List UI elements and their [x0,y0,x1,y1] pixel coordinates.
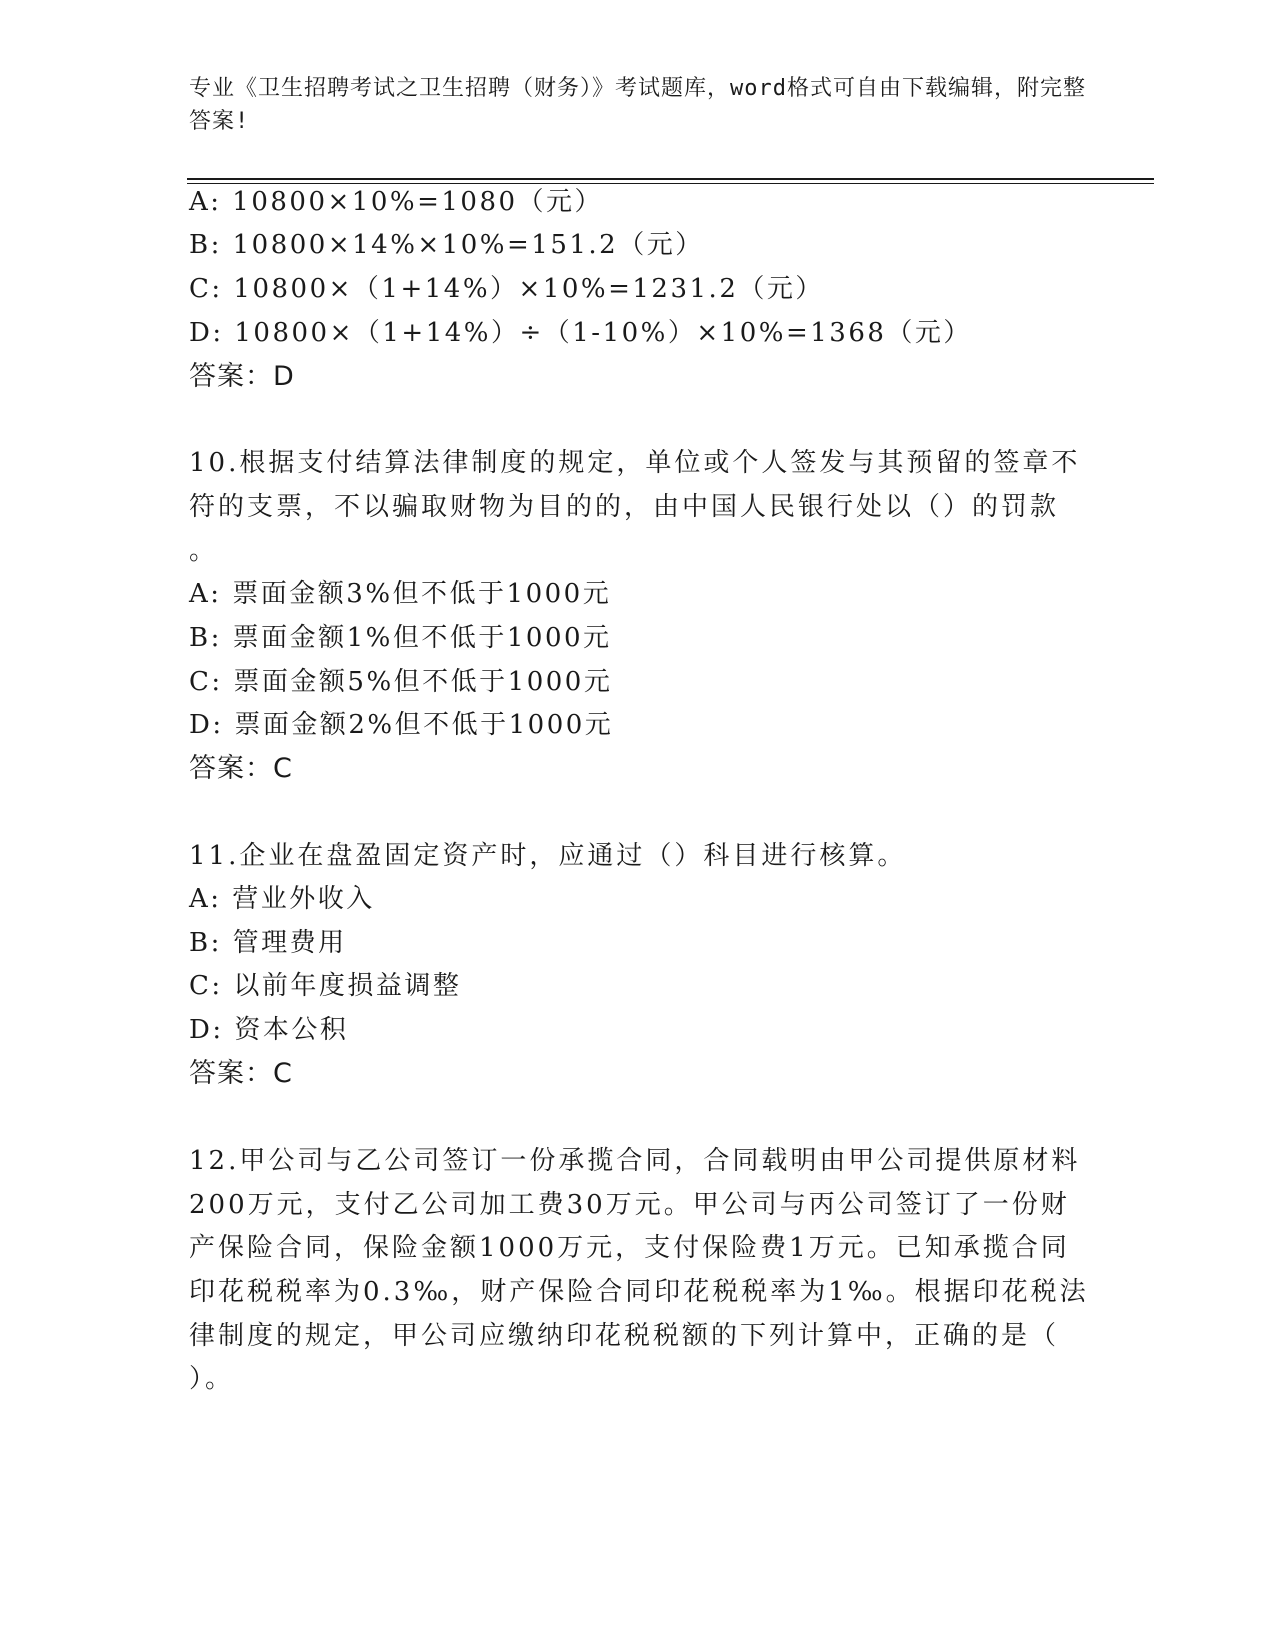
q11-option-b: B: 管理费用 [189,928,347,958]
q10-option-a: A: 票面金额3%但不低于1000元 [189,579,612,609]
q10-option-c: C: 票面金额5%但不低于1000元 [189,667,613,697]
q11-option-d: D: 资本公积 [189,1015,349,1045]
q10-text-line-3: 。 [189,536,219,566]
q12-text-line-5: 律制度的规定，甲公司应缴纳印花税税额的下列计算中，正确的是（ [189,1321,1060,1351]
q10-answer: 答案：C [189,753,293,784]
q10-option-b: B: 票面金额1%但不低于1000元 [189,623,612,653]
q9-option-b: B: 10800×14%×10%=151.2（元） [189,230,704,260]
q10-text-line-1: 10.根据支付结算法律制度的规定，单位或个人签发与其预留的签章不 [189,448,1081,478]
q12-text-line-2: 200万元，支付乙公司加工费30万元。甲公司与丙公司签订了一份财 [189,1190,1070,1220]
q12-text-line-1: 12.甲公司与乙公司签订一份承揽合同，合同载明由甲公司提供原材料 [189,1146,1081,1176]
q11-option-a: A: 营业外收入 [189,884,375,914]
q11-text-line-1: 11.企业在盘盈固定资产时，应通过（）科目进行核算。 [189,841,907,871]
q12-text-line-6: ）。 [189,1364,235,1394]
q9-option-a: A: 10800×10%=1080（元） [189,187,604,217]
q12-text-line-3: 产保险合同，保险金额1000万元，支付保险费1万元。已知承揽合同 [189,1233,1070,1263]
q10-text-line-2: 符的支票，不以骗取财物为目的的，由中国人民银行处以（）的罚款 [189,492,1060,522]
q10-option-d: D: 票面金额2%但不低于1000元 [189,710,614,740]
q11-answer: 答案：C [189,1058,293,1089]
q12-text-line-4: 印花税税率为0.3‰，财产保险合同印花税税率为1‰。根据印花税法 [189,1277,1089,1307]
document-header: 专业《卫生招聘考试之卫生招聘（财务）》考试题库，word格式可自由下载编辑，附完整答案! [189,76,1086,134]
q11-option-c: C: 以前年度损益调整 [189,971,462,1001]
q9-option-d: D: 10800×（1+14%）÷（1-10%）×10%=1368（元） [189,318,972,348]
q9-option-c: C: 10800×（1+14%）×10%=1231.2（元） [189,274,824,304]
q9-answer: 答案：D [189,361,295,392]
